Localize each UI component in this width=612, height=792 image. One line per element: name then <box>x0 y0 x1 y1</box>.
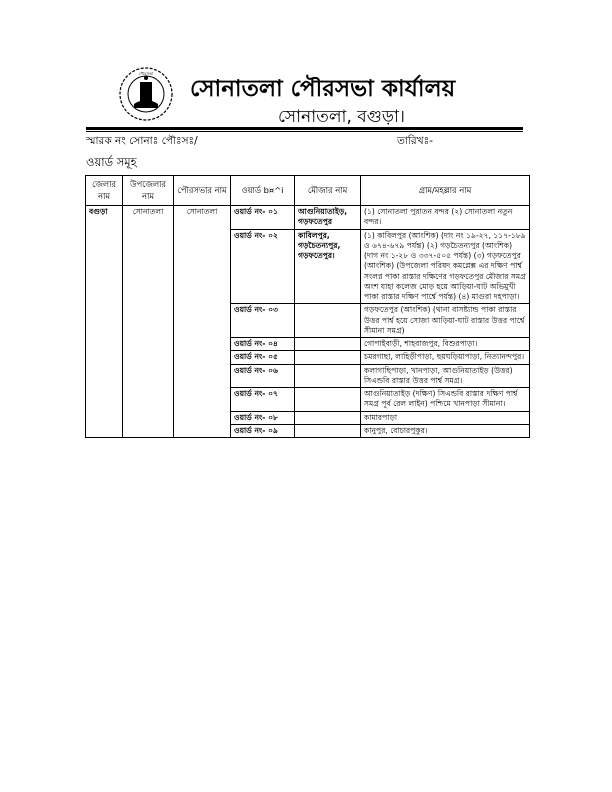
ward-cell: ওয়ার্ড নং- ০৮ <box>231 411 295 424</box>
memo-number: স্মারক নং সোনাঃ পৌঃসঃ/ <box>86 135 198 147</box>
mouza-cell <box>295 338 361 351</box>
mouza-cell: আগুনিয়াতাইড়, গড়ফতেপুর <box>295 206 361 230</box>
mouza-cell: কাবিলপুর, গড়চৈতন্যপুর, গড়ফতেপুর। <box>295 229 361 304</box>
upazila-cell: সোনাতলা <box>123 206 174 230</box>
area-cell: গড়ফতেপুর (আংশিক) (থানা বাসষ্ট্যান্ড পাকা রাস্তার উত্তর পার্শ্ব হয়ে সোজা আড়িয়া-ঘাট রাস্তার উত্তর পার্শ্বে সীমানা সমগ্র) <box>361 304 530 338</box>
table-row <box>86 364 530 388</box>
table-row <box>86 388 530 412</box>
ward-cell: ওয়ার্ড নং- ০৬ <box>231 364 295 388</box>
area-cell: গোপাইবাড়ী, শাহবাজপুর, বিশুরপাড়া। <box>361 338 530 351</box>
header-rule-thin <box>86 131 523 132</box>
column-header: মৌজার নাম <box>295 176 361 206</box>
svg-text:পৌরসভা: পৌরসভা <box>138 71 154 76</box>
area-cell: (১) কাবিলপুর (আংশিক) (দাং নং ১৯-২৭, ১১৭-১৮৯ ও ৬৭৪-৬৭৯ পর্যন্ত) (২) গড়চৈতন্যপুর (আংশিক) (দাগ নং ১-২৮ ও ৩৩৭-৫০৫ পর্যন্ত) (৩) গড়ফতেপুর (আংশিক) (উপজেলা পরিষদ কমপ্লেক্স এর দক্ষিণ পার্শ্ব সংলগ্ন পাকা রাস্তার দক্ষিণের গড়ফতেপুর মৌজার সমগ্র অংশ যাহা কলেজ মোড় হয়ে আড়িয়া-ঘাট অভিমুখী পাকা রাস্তার দক্ষিণ পার্শ্বে পর্যন্ত) (৪) মাগুরা দহপাড়া। <box>361 229 530 304</box>
area-cell: (১) সোনাতলা পুরাতন বন্দর (২) সোনাতলা নতুন বন্দর। <box>361 206 530 230</box>
table-row <box>86 351 530 364</box>
municipality-seal-logo <box>118 66 174 122</box>
header-rule <box>86 127 523 130</box>
table-header-row <box>86 176 530 206</box>
office-title: সোনাতলা পৌরসভা কার্যালয় <box>190 76 456 102</box>
table-row <box>86 411 530 424</box>
section-title: ওয়ার্ড সমূহ <box>86 155 137 169</box>
mouza-cell <box>295 304 361 338</box>
ward-table <box>85 175 530 438</box>
mouza-cell <box>295 411 361 424</box>
district-cell: বগুড়া <box>86 206 123 230</box>
area-cell: চমরগাছা, লাহিড়ীপাড়া, ছয়ঘড়িয়াপাড়া, নিত্যানন্দপুর। <box>361 351 530 364</box>
mouza-cell <box>295 364 361 388</box>
ward-cell: ওয়ার্ড নং- ০২ <box>231 229 295 304</box>
column-header: উপজেলার নাম <box>123 176 174 206</box>
table-row <box>86 424 530 437</box>
ward-cell: ওয়ার্ড নং- ০৭ <box>231 388 295 412</box>
area-cell: কলাগাছিপাড়া, খানপাড়া, আগুনিয়াতাইড় (উত্তর) সিএন্ডবি রাস্তার উত্তর পার্শ্ব সমগ্র। <box>361 364 530 388</box>
ward-cell: ওয়ার্ড নং- ০৪ <box>231 338 295 351</box>
column-header: গ্রাম/মহল্লার নাম <box>361 176 530 206</box>
area-cell: আগুনিয়াতাইড় (দক্ষিণ) সিএন্ডবি রাস্তার দক্ষিণ পার্শ্ব সমগ্র পূর্ব রেল লাইন) পশ্চিমে খানপাড়া সীমানা। <box>361 388 530 412</box>
ward-cell: ওয়ার্ড নং- ০৩ <box>231 304 295 338</box>
ward-cell: ওয়ার্ড নং- ০১ <box>231 206 295 230</box>
mouza-cell <box>295 351 361 364</box>
office-subtitle: সোনাতলা, বগুড়া। <box>278 107 405 127</box>
area-cell: কামারপাড়া <box>361 411 530 424</box>
date-label: তারিখঃ- <box>397 135 433 147</box>
table-row <box>86 229 530 304</box>
column-header: জেলার নাম <box>86 176 123 206</box>
column-header: পৌরসভার নাম <box>174 176 231 206</box>
ward-cell: ওয়ার্ড নং- ০৫ <box>231 351 295 364</box>
column-header: ওয়ার্ড b¤^i <box>231 176 295 206</box>
area-cell: কানুপুর, বোচারপুকুর। <box>361 424 530 437</box>
table-row <box>86 338 530 351</box>
ward-cell: ওয়ার্ড নং- ০৯ <box>231 424 295 437</box>
table-row <box>86 304 530 338</box>
municipality-cell: সোনাতলা <box>174 206 231 230</box>
mouza-cell <box>295 424 361 437</box>
table-row <box>86 206 530 230</box>
mouza-cell <box>295 388 361 412</box>
